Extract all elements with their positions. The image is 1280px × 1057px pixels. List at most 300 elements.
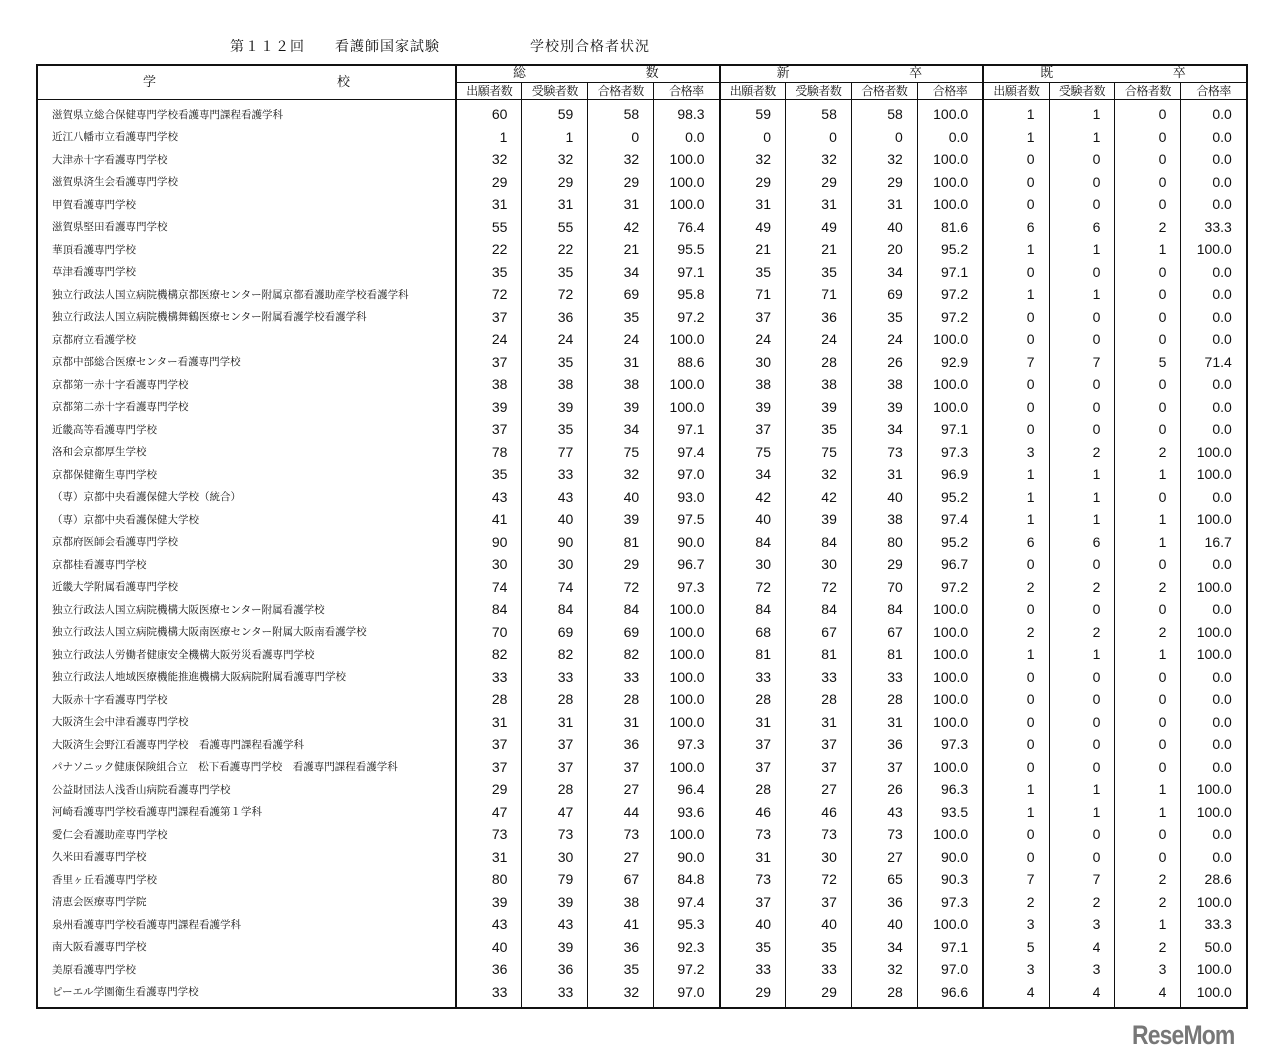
cell-pass-rate: 0.0: [1181, 846, 1247, 869]
cell-examinees: 47: [522, 801, 588, 824]
table-row: [37, 756, 1247, 779]
cell-applicants: 36: [456, 958, 522, 981]
cell-applicants: 43: [456, 486, 522, 509]
cell-pass-rate: 96.9: [917, 463, 983, 486]
cell-pass-rate: 100.0: [917, 373, 983, 396]
cell-passers: 28: [588, 688, 654, 711]
cell-pass-rate: 90.0: [654, 846, 720, 869]
cell-applicants: 0: [983, 733, 1049, 756]
cell-pass-rate: 0.0: [1181, 373, 1247, 396]
group-prior-left: 既: [1040, 66, 1054, 81]
cell-pass-rate: 84.8: [654, 868, 720, 891]
school-name: 香里ヶ丘看護専門学校: [37, 868, 456, 891]
cell-examinees: 36: [785, 306, 851, 329]
document-title: 学校別合格者状況: [530, 39, 650, 55]
cell-applicants: 47: [456, 801, 522, 824]
cell-passers: 73: [851, 441, 917, 464]
cell-pass-rate: 97.3: [654, 576, 720, 599]
school-name: ピーエル学園衛生看護専門学校: [37, 981, 456, 1009]
cell-applicants: 42: [720, 486, 786, 509]
cell-pass-rate: 96.4: [654, 778, 720, 801]
cell-applicants: 0: [983, 688, 1049, 711]
cell-passers: 31: [588, 351, 654, 374]
cell-pass-rate: 100.0: [917, 823, 983, 846]
cell-examinees: 84: [785, 531, 851, 554]
cell-passers: 2: [1115, 891, 1181, 914]
cell-passers: 32: [588, 463, 654, 486]
cell-pass-rate: 100.0: [1181, 643, 1247, 666]
cell-applicants: 31: [720, 193, 786, 216]
cell-applicants: 84: [720, 598, 786, 621]
cell-passers: 44: [588, 801, 654, 824]
cell-passers: 31: [851, 193, 917, 216]
school-name: 京都保健衛生専門学校: [37, 463, 456, 486]
cell-pass-rate: 0.0: [1181, 756, 1247, 779]
cell-pass-rate: 100.0: [1181, 981, 1247, 1009]
cell-examinees: 0: [1049, 598, 1115, 621]
cell-pass-rate: 97.5: [654, 508, 720, 531]
cell-passers: 0: [1115, 261, 1181, 284]
cell-examinees: 0: [785, 126, 851, 149]
cell-passers: 38: [588, 373, 654, 396]
exam-name: 看護師国家試験: [335, 39, 440, 55]
cell-pass-rate: 97.1: [654, 418, 720, 441]
cell-passers: 33: [851, 666, 917, 689]
cell-pass-rate: 0.0: [1181, 126, 1247, 149]
cell-examinees: 29: [522, 171, 588, 194]
cell-passers: 84: [851, 598, 917, 621]
cell-passers: 0: [1115, 283, 1181, 306]
cell-examinees: 55: [522, 216, 588, 239]
cell-passers: 35: [588, 306, 654, 329]
resemom-watermark-logo: ReseMom: [1132, 1020, 1235, 1050]
cell-passers: 75: [588, 441, 654, 464]
cell-applicants: 0: [983, 148, 1049, 171]
cell-passers: 0: [1115, 666, 1181, 689]
cell-examinees: 40: [785, 913, 851, 936]
cell-examinees: 1: [1049, 126, 1115, 149]
school-name: 大津赤十字看護専門学校: [37, 148, 456, 171]
cell-pass-rate: 97.1: [654, 261, 720, 284]
cell-pass-rate: 95.8: [654, 283, 720, 306]
cell-examinees: 0: [1049, 373, 1115, 396]
cell-applicants: 72: [456, 283, 522, 306]
cell-passers: 1: [1115, 913, 1181, 936]
cell-passers: 58: [588, 100, 654, 126]
cell-applicants: 31: [456, 711, 522, 734]
cell-passers: 43: [851, 801, 917, 824]
cell-applicants: 30: [720, 553, 786, 576]
cell-pass-rate: 97.4: [654, 441, 720, 464]
school-name: 滋賀県堅田看護専門学校: [37, 216, 456, 239]
cell-applicants: 30: [720, 351, 786, 374]
cell-passers: 0: [588, 126, 654, 149]
cell-passers: 28: [851, 688, 917, 711]
school-name: 滋賀県済生会看護専門学校: [37, 171, 456, 194]
table-row: [37, 283, 1247, 306]
cell-passers: 0: [1115, 148, 1181, 171]
cell-applicants: 1: [983, 238, 1049, 261]
cell-pass-rate: 100.0: [654, 756, 720, 779]
cell-examinees: 0: [1049, 418, 1115, 441]
cell-applicants: 1: [983, 801, 1049, 824]
cell-pass-rate: 0.0: [1181, 100, 1247, 126]
cell-pass-rate: 100.0: [1181, 508, 1247, 531]
cell-pass-rate: 97.1: [917, 261, 983, 284]
column-header-examinees: 受験者数: [1049, 83, 1115, 100]
table-row: [37, 621, 1247, 644]
table-row: [37, 666, 1247, 689]
cell-pass-rate: 0.0: [1181, 283, 1247, 306]
cell-examinees: 1: [1049, 486, 1115, 509]
cell-examinees: 74: [522, 576, 588, 599]
cell-pass-rate: 0.0: [1181, 823, 1247, 846]
school-name: （専）京都中央看護保健大学校: [37, 508, 456, 531]
cell-passers: 34: [851, 261, 917, 284]
cell-pass-rate: 0.0: [1181, 193, 1247, 216]
table-row: [37, 913, 1247, 936]
header-row-groups: [37, 65, 1247, 83]
cell-applicants: 55: [456, 216, 522, 239]
cell-passers: 84: [588, 598, 654, 621]
cell-examinees: 6: [1049, 216, 1115, 239]
cell-applicants: 82: [456, 643, 522, 666]
cell-examinees: 72: [785, 868, 851, 891]
cell-examinees: 0: [1049, 396, 1115, 419]
cell-applicants: 73: [456, 823, 522, 846]
cell-pass-rate: 96.7: [917, 553, 983, 576]
cell-applicants: 2: [983, 891, 1049, 914]
cell-pass-rate: 0.0: [1181, 733, 1247, 756]
cell-applicants: 0: [983, 306, 1049, 329]
cell-examinees: 43: [522, 913, 588, 936]
cell-passers: 67: [851, 621, 917, 644]
cell-pass-rate: 100.0: [1181, 238, 1247, 261]
cell-pass-rate: 0.0: [1181, 486, 1247, 509]
cell-applicants: 0: [983, 846, 1049, 869]
cell-pass-rate: 100.0: [654, 373, 720, 396]
cell-passers: 29: [588, 553, 654, 576]
school-name: 近畿高等看護専門学校: [37, 418, 456, 441]
cell-pass-rate: 0.0: [1181, 666, 1247, 689]
group-prior-right: 卒: [1172, 66, 1186, 81]
cell-passers: 0: [1115, 486, 1181, 509]
cell-pass-rate: 100.0: [654, 193, 720, 216]
cell-examinees: 0: [1049, 148, 1115, 171]
cell-applicants: 22: [456, 238, 522, 261]
table-row: [37, 351, 1247, 374]
cell-passers: 34: [588, 418, 654, 441]
cell-applicants: 75: [720, 441, 786, 464]
cell-pass-rate: 28.6: [1181, 868, 1247, 891]
cell-applicants: 30: [456, 553, 522, 576]
cell-applicants: 24: [720, 328, 786, 351]
cell-pass-rate: 95.3: [654, 913, 720, 936]
cell-applicants: 38: [720, 373, 786, 396]
cell-pass-rate: 92.9: [917, 351, 983, 374]
cell-pass-rate: 100.0: [917, 913, 983, 936]
cell-pass-rate: 100.0: [654, 148, 720, 171]
table-row: [37, 823, 1247, 846]
cell-passers: 69: [588, 621, 654, 644]
cell-examinees: 37: [522, 756, 588, 779]
group-new-left: 新: [776, 66, 790, 81]
cell-passers: 0: [1115, 100, 1181, 126]
cell-applicants: 43: [456, 913, 522, 936]
cell-applicants: 59: [720, 100, 786, 126]
cell-pass-rate: 100.0: [1181, 801, 1247, 824]
cell-passers: 0: [1115, 373, 1181, 396]
cell-applicants: 37: [456, 733, 522, 756]
cell-examinees: 33: [785, 666, 851, 689]
cell-pass-rate: 100.0: [917, 688, 983, 711]
cell-applicants: 35: [456, 463, 522, 486]
cell-passers: 1: [1115, 778, 1181, 801]
table-row: [37, 508, 1247, 531]
table-row: [37, 306, 1247, 329]
cell-examinees: 35: [785, 418, 851, 441]
cell-examinees: 4: [1049, 981, 1115, 1009]
cell-examinees: 72: [522, 283, 588, 306]
cell-pass-rate: 0.0: [1181, 261, 1247, 284]
cell-passers: 36: [588, 936, 654, 959]
cell-applicants: 38: [456, 373, 522, 396]
cell-pass-rate: 96.3: [917, 778, 983, 801]
cell-examinees: 58: [785, 100, 851, 126]
column-header-applicants: 出願者数: [456, 83, 522, 100]
cell-examinees: 73: [785, 823, 851, 846]
cell-examinees: 3: [1049, 958, 1115, 981]
table-row: [37, 688, 1247, 711]
cell-examinees: 35: [522, 418, 588, 441]
cell-examinees: 31: [785, 711, 851, 734]
cell-applicants: 0: [983, 396, 1049, 419]
cell-examinees: 0: [1049, 823, 1115, 846]
cell-applicants: 6: [983, 531, 1049, 554]
school-header-left: 学: [143, 74, 157, 90]
cell-pass-rate: 97.0: [654, 463, 720, 486]
table-row: [37, 801, 1247, 824]
cell-passers: 35: [588, 958, 654, 981]
cell-passers: 29: [588, 171, 654, 194]
cell-pass-rate: 93.6: [654, 801, 720, 824]
cell-passers: 2: [1115, 936, 1181, 959]
cell-pass-rate: 97.1: [917, 936, 983, 959]
cell-pass-rate: 100.0: [654, 171, 720, 194]
group-new-grad: [720, 65, 984, 83]
table-row: [37, 846, 1247, 869]
cell-passers: 26: [851, 778, 917, 801]
cell-applicants: 29: [456, 778, 522, 801]
cell-passers: 4: [1115, 981, 1181, 1009]
table-row: [37, 868, 1247, 891]
cell-passers: 2: [1115, 868, 1181, 891]
cell-examinees: 33: [522, 981, 588, 1009]
cell-passers: 0: [1115, 126, 1181, 149]
cell-examinees: 1: [1049, 778, 1115, 801]
cell-passers: 65: [851, 868, 917, 891]
cell-pass-rate: 0.0: [1181, 171, 1247, 194]
school-name: 華頂看護専門学校: [37, 238, 456, 261]
cell-pass-rate: 33.3: [1181, 913, 1247, 936]
cell-examinees: 84: [785, 598, 851, 621]
school-name: 清恵会医療専門学院: [37, 891, 456, 914]
cell-examinees: 1: [522, 126, 588, 149]
cell-applicants: 33: [456, 981, 522, 1009]
cell-examinees: 71: [785, 283, 851, 306]
cell-applicants: 0: [983, 328, 1049, 351]
cell-pass-rate: 100.0: [917, 100, 983, 126]
cell-passers: 21: [588, 238, 654, 261]
cell-pass-rate: 100.0: [917, 148, 983, 171]
cell-passers: 0: [1115, 553, 1181, 576]
cell-passers: 31: [588, 193, 654, 216]
cell-pass-rate: 100.0: [654, 328, 720, 351]
cell-examinees: 24: [785, 328, 851, 351]
table-row: [37, 958, 1247, 981]
cell-examinees: 7: [1049, 351, 1115, 374]
cell-passers: 73: [851, 823, 917, 846]
cell-applicants: 39: [456, 891, 522, 914]
cell-examinees: 84: [522, 598, 588, 621]
cell-applicants: 84: [456, 598, 522, 621]
cell-passers: 1: [1115, 508, 1181, 531]
cell-passers: 70: [851, 576, 917, 599]
cell-applicants: 37: [456, 756, 522, 779]
cell-passers: 31: [851, 463, 917, 486]
cell-examinees: 28: [785, 688, 851, 711]
cell-examinees: 0: [1049, 688, 1115, 711]
cell-examinees: 46: [785, 801, 851, 824]
cell-pass-rate: 0.0: [917, 126, 983, 149]
cell-examinees: 31: [522, 711, 588, 734]
cell-pass-rate: 100.0: [654, 396, 720, 419]
cell-passers: 40: [588, 486, 654, 509]
school-name: 独立行政法人国立病院機構舞鶴医療センター附属看護学校看護学科: [37, 306, 456, 329]
cell-examinees: 6: [1049, 531, 1115, 554]
cell-applicants: 1: [983, 486, 1049, 509]
cell-passers: 29: [851, 553, 917, 576]
cell-applicants: 21: [720, 238, 786, 261]
cell-applicants: 37: [456, 306, 522, 329]
cell-passers: 41: [588, 913, 654, 936]
cell-examinees: 33: [785, 958, 851, 981]
group-total: [456, 65, 720, 83]
cell-passers: 38: [588, 891, 654, 914]
cell-pass-rate: 0.0: [654, 126, 720, 149]
school-name: （専）京都中央看護保健大学校（統合）: [37, 486, 456, 509]
table-row: [37, 238, 1247, 261]
cell-examinees: 42: [785, 486, 851, 509]
cell-applicants: 3: [983, 958, 1049, 981]
school-name: 京都第一赤十字看護専門学校: [37, 373, 456, 396]
cell-passers: 0: [1115, 328, 1181, 351]
cell-applicants: 3: [983, 913, 1049, 936]
school-name: 独立行政法人労働者健康安全機構大阪労災看護専門学校: [37, 643, 456, 666]
cell-applicants: 41: [456, 508, 522, 531]
cell-pass-rate: 96.7: [654, 553, 720, 576]
cell-examinees: 38: [522, 373, 588, 396]
cell-applicants: 60: [456, 100, 522, 126]
cell-examinees: 39: [522, 891, 588, 914]
table-row: [37, 553, 1247, 576]
cell-applicants: 39: [720, 396, 786, 419]
cell-passers: 32: [851, 958, 917, 981]
cell-pass-rate: 95.2: [917, 238, 983, 261]
cell-pass-rate: 100.0: [1181, 441, 1247, 464]
cell-applicants: 7: [983, 868, 1049, 891]
cell-pass-rate: 100.0: [917, 328, 983, 351]
cell-applicants: 49: [720, 216, 786, 239]
cell-passers: 24: [851, 328, 917, 351]
cell-passers: 32: [851, 148, 917, 171]
cell-examinees: 39: [522, 936, 588, 959]
table-row: [37, 373, 1247, 396]
school-header: [37, 65, 456, 100]
cell-passers: 37: [588, 756, 654, 779]
cell-examinees: 37: [785, 756, 851, 779]
table-row: [37, 981, 1247, 1009]
cell-pass-rate: 33.3: [1181, 216, 1247, 239]
school-name: 久米田看護専門学校: [37, 846, 456, 869]
cell-examinees: 4: [1049, 936, 1115, 959]
cell-examinees: 32: [785, 148, 851, 171]
table-row: [37, 936, 1247, 959]
cell-passers: 5: [1115, 351, 1181, 374]
table-row: [37, 463, 1247, 486]
cell-applicants: 3: [983, 441, 1049, 464]
cell-passers: 1: [1115, 463, 1181, 486]
cell-examinees: 30: [522, 846, 588, 869]
column-header-passers: 合格者数: [1115, 83, 1181, 100]
cell-pass-rate: 90.0: [654, 531, 720, 554]
results-table: [36, 64, 1248, 1009]
cell-applicants: 1: [983, 778, 1049, 801]
cell-passers: 31: [588, 711, 654, 734]
cell-passers: 80: [851, 531, 917, 554]
cell-applicants: 80: [456, 868, 522, 891]
cell-applicants: 2: [983, 621, 1049, 644]
cell-applicants: 28: [720, 778, 786, 801]
cell-applicants: 0: [983, 756, 1049, 779]
cell-examinees: 38: [785, 373, 851, 396]
cell-applicants: 68: [720, 621, 786, 644]
cell-pass-rate: 100.0: [1181, 463, 1247, 486]
cell-applicants: 84: [720, 531, 786, 554]
cell-applicants: 0: [983, 823, 1049, 846]
cell-examinees: 49: [785, 216, 851, 239]
school-name: 愛仁会看護助産専門学校: [37, 823, 456, 846]
cell-passers: 0: [1115, 823, 1181, 846]
cell-examinees: 1: [1049, 100, 1115, 126]
cell-examinees: 0: [1049, 306, 1115, 329]
school-name: 京都第二赤十字看護専門学校: [37, 396, 456, 419]
cell-applicants: 72: [720, 576, 786, 599]
cell-applicants: 0: [983, 373, 1049, 396]
cell-passers: 1: [1115, 238, 1181, 261]
cell-examinees: 67: [785, 621, 851, 644]
cell-passers: 32: [588, 148, 654, 171]
cell-applicants: 37: [720, 733, 786, 756]
table-row: [37, 126, 1247, 149]
cell-passers: 40: [851, 216, 917, 239]
cell-examinees: 7: [1049, 868, 1115, 891]
cell-applicants: 46: [720, 801, 786, 824]
cell-pass-rate: 97.2: [654, 958, 720, 981]
cell-applicants: 37: [720, 891, 786, 914]
cell-applicants: 40: [720, 508, 786, 531]
cell-passers: 0: [1115, 598, 1181, 621]
